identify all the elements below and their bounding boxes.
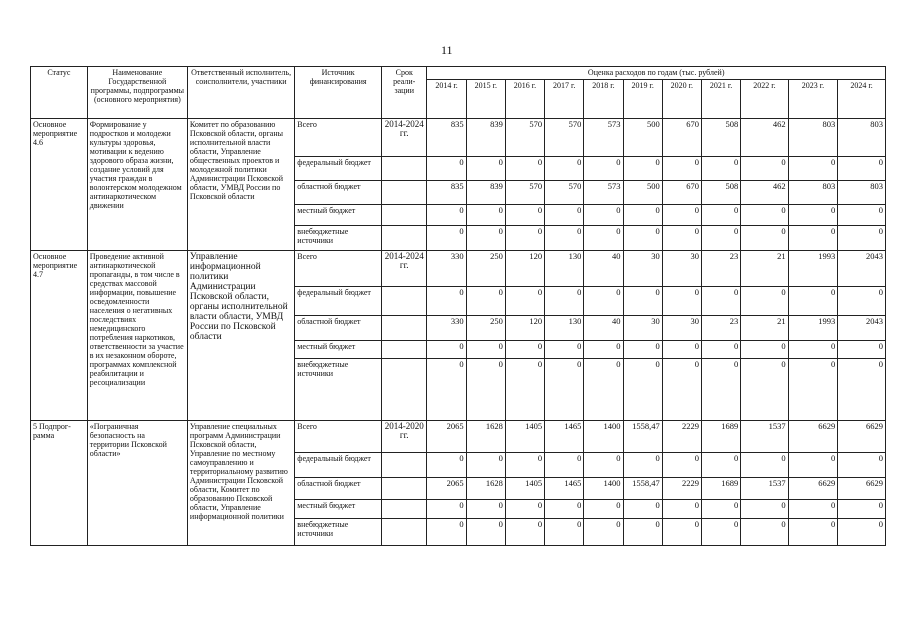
expense-value-cell: 0 (788, 157, 838, 181)
expense-value-cell: 0 (466, 500, 505, 519)
expense-value-cell: 0 (623, 226, 662, 251)
funding-source-cell: федеральный бюджет (295, 453, 382, 478)
expense-value-cell: 573 (584, 181, 623, 205)
responsible-cell: Комитет по образованию Псковской области, органы исполнительной власти области, Управление общественных проектов и молодежной политики Администрации Псковской области, УМВД России по Псковской области (187, 119, 294, 251)
header-responsible: Ответственный исполнитель, соисполнители, участники (187, 67, 294, 119)
expense-value-cell: 0 (466, 226, 505, 251)
funding-source-cell: местный бюджет (295, 205, 382, 226)
expense-value-cell: 570 (505, 119, 544, 157)
table-row (31, 251, 886, 287)
expense-value-cell: 0 (741, 157, 788, 181)
expense-value-cell: 2065 (427, 478, 466, 500)
expense-value-cell: 0 (701, 287, 740, 316)
expense-value-cell: 0 (427, 287, 466, 316)
term-cell (382, 519, 427, 546)
expense-value-cell: 839 (466, 119, 505, 157)
expense-value-cell: 0 (788, 226, 838, 251)
expense-value-cell: 0 (545, 205, 584, 226)
expense-value-cell: 803 (838, 181, 886, 205)
expense-value-cell: 0 (741, 205, 788, 226)
expense-value-cell: 2065 (427, 421, 466, 453)
expense-value-cell: 508 (701, 119, 740, 157)
status-cell: Основное мероприятие 4.6 (31, 119, 88, 251)
expense-value-cell: 573 (584, 119, 623, 157)
expense-value-cell: 0 (788, 453, 838, 478)
expense-value-cell: 0 (662, 341, 701, 359)
expense-value-cell: 0 (427, 519, 466, 546)
term-cell (382, 359, 427, 421)
expense-value-cell: 0 (466, 359, 505, 421)
expense-value-cell: 0 (545, 157, 584, 181)
expense-value-cell: 0 (505, 287, 544, 316)
status-cell: Основное мероприятие 4.7 (31, 251, 88, 421)
expense-value-cell: 0 (427, 341, 466, 359)
expense-value-cell: 0 (505, 453, 544, 478)
expense-value-cell: 1993 (788, 251, 838, 287)
funding-source-cell: федеральный бюджет (295, 157, 382, 181)
expense-value-cell: 0 (545, 453, 584, 478)
year-header: 2015 г. (466, 80, 505, 119)
expense-value-cell: 2043 (838, 316, 886, 341)
expense-value-cell: 130 (545, 251, 584, 287)
funding-source-cell: Всего (295, 251, 382, 287)
expense-value-cell: 462 (741, 181, 788, 205)
expense-value-cell: 0 (623, 359, 662, 421)
expense-value-cell: 0 (427, 157, 466, 181)
expense-value-cell: 0 (788, 359, 838, 421)
expense-value-cell: 0 (662, 519, 701, 546)
expense-value-cell: 500 (623, 119, 662, 157)
expense-value-cell: 0 (701, 453, 740, 478)
expense-value-cell: 1558,47 (623, 421, 662, 453)
funding-source-cell: областной бюджет (295, 478, 382, 500)
expense-value-cell: 0 (584, 226, 623, 251)
term-cell (382, 316, 427, 341)
year-header: 2022 г. (741, 80, 788, 119)
expense-value-cell: 0 (505, 341, 544, 359)
term-cell (382, 205, 427, 226)
funding-source-cell: местный бюджет (295, 500, 382, 519)
expense-value-cell: 0 (584, 157, 623, 181)
expense-value-cell: 0 (788, 287, 838, 316)
header-name: Наименование Государственной программы, подпрограммы (основного мероприятия) (87, 67, 187, 119)
expense-value-cell: 1537 (741, 421, 788, 453)
expense-value-cell: 0 (701, 341, 740, 359)
funding-source-cell: внебюджетные источники (295, 226, 382, 251)
expense-value-cell: 0 (584, 453, 623, 478)
expense-value-cell: 0 (427, 205, 466, 226)
expense-value-cell: 0 (466, 287, 505, 316)
responsible-cell: Управление информационной политики Администрации Псковской области, органы исполнительной власти области, УМВД России по Псковской области (187, 251, 294, 421)
header-source: Источник финансирования (295, 67, 382, 119)
expense-value-cell: 0 (701, 226, 740, 251)
expense-value-cell: 0 (662, 205, 701, 226)
expense-value-cell: 1465 (545, 421, 584, 453)
expense-value-cell: 0 (741, 226, 788, 251)
year-header: 2019 г. (623, 80, 662, 119)
expense-value-cell: 0 (427, 453, 466, 478)
expense-value-cell: 0 (788, 519, 838, 546)
expense-value-cell: 0 (466, 205, 505, 226)
expense-value-cell: 0 (505, 157, 544, 181)
expense-value-cell: 120 (505, 251, 544, 287)
expense-value-cell: 570 (505, 181, 544, 205)
expense-value-cell: 0 (838, 453, 886, 478)
expense-value-cell: 0 (545, 500, 584, 519)
expense-value-cell: 0 (505, 205, 544, 226)
term-cell (382, 500, 427, 519)
expense-value-cell: 120 (505, 316, 544, 341)
expense-value-cell: 0 (623, 500, 662, 519)
expense-value-cell: 0 (466, 453, 505, 478)
expense-value-cell: 0 (505, 519, 544, 546)
expense-value-cell: 0 (584, 287, 623, 316)
expense-value-cell: 0 (741, 500, 788, 519)
expense-value-cell: 0 (662, 157, 701, 181)
expense-value-cell: 0 (545, 341, 584, 359)
program-name-cell: «Пограничная безопасность на территории Псковской области» (87, 421, 187, 546)
expense-value-cell: 0 (741, 519, 788, 546)
expense-value-cell: 0 (545, 226, 584, 251)
expense-value-cell: 0 (466, 341, 505, 359)
expense-value-cell: 1558,47 (623, 478, 662, 500)
expense-value-cell: 0 (701, 205, 740, 226)
expense-value-cell: 0 (701, 359, 740, 421)
expense-value-cell: 0 (838, 226, 886, 251)
header-term: Срок реали-зации (382, 67, 427, 119)
term-cell (382, 341, 427, 359)
page-number: 11 (441, 43, 453, 57)
expense-value-cell: 1537 (741, 478, 788, 500)
expense-value-cell: 0 (741, 453, 788, 478)
expense-value-cell: 0 (662, 500, 701, 519)
header-expenses: Оценка расходов по годам (тыс. рублей) (427, 67, 886, 80)
expense-value-cell: 250 (466, 316, 505, 341)
expense-value-cell: 30 (623, 316, 662, 341)
expense-value-cell: 30 (662, 316, 701, 341)
funding-source-cell: федеральный бюджет (295, 287, 382, 316)
expense-value-cell: 670 (662, 119, 701, 157)
expense-value-cell: 30 (623, 251, 662, 287)
expense-value-cell: 1400 (584, 478, 623, 500)
year-header: 2021 г. (701, 80, 740, 119)
term-cell: 2014-2020 гг. (382, 421, 427, 453)
expense-value-cell: 0 (838, 205, 886, 226)
expense-value-cell: 6629 (788, 421, 838, 453)
expense-value-cell: 0 (623, 157, 662, 181)
expense-table (30, 66, 886, 546)
expense-value-cell: 0 (701, 500, 740, 519)
expense-value-cell: 0 (466, 519, 505, 546)
term-cell: 2014-2024 гг. (382, 251, 427, 287)
expense-value-cell: 803 (788, 119, 838, 157)
expense-value-cell: 0 (584, 205, 623, 226)
expense-value-cell: 570 (545, 119, 584, 157)
expense-value-cell: 0 (838, 287, 886, 316)
responsible-cell: Управление специальных программ Администрации Псковской области, Управление по местному самоуправлению и территориальному развитию Администрации Псковской области, Комитет по образованию Псковской области, Управление информационной политики (187, 421, 294, 546)
expense-value-cell: 0 (623, 453, 662, 478)
year-header: 2024 г. (838, 80, 886, 119)
expense-value-cell: 1400 (584, 421, 623, 453)
header-status: Статус (31, 67, 88, 119)
expense-value-cell: 0 (788, 500, 838, 519)
expense-value-cell: 40 (584, 251, 623, 287)
expense-value-cell: 0 (701, 519, 740, 546)
term-cell (382, 287, 427, 316)
expense-value-cell: 0 (505, 500, 544, 519)
expense-value-cell: 0 (427, 500, 466, 519)
expense-value-cell: 0 (427, 226, 466, 251)
expense-value-cell: 1465 (545, 478, 584, 500)
expense-value-cell: 0 (623, 287, 662, 316)
expense-value-cell: 0 (623, 341, 662, 359)
expense-value-cell: 462 (741, 119, 788, 157)
funding-source-cell: областной бюджет (295, 181, 382, 205)
expense-value-cell: 0 (545, 519, 584, 546)
expense-value-cell: 6629 (838, 421, 886, 453)
status-cell: 5 Подпрог-рамма (31, 421, 88, 546)
expense-value-cell: 330 (427, 316, 466, 341)
funding-source-cell: внебюджетные источники (295, 519, 382, 546)
expense-value-cell: 21 (741, 251, 788, 287)
expense-value-cell: 835 (427, 181, 466, 205)
funding-source-cell: внебюджетные источники (295, 359, 382, 421)
expense-value-cell: 23 (701, 316, 740, 341)
expense-value-cell: 2229 (662, 421, 701, 453)
expense-value-cell: 0 (741, 341, 788, 359)
expense-value-cell: 500 (623, 181, 662, 205)
expense-value-cell: 0 (545, 359, 584, 421)
expense-value-cell: 0 (838, 500, 886, 519)
year-header: 2016 г. (505, 80, 544, 119)
expense-value-cell: 0 (584, 500, 623, 519)
expense-value-cell: 0 (838, 341, 886, 359)
table-row (31, 119, 886, 157)
year-header: 2018 г. (584, 80, 623, 119)
program-name-cell: Проведение активной антинаркотической пропаганды, в том числе в средствах массовой информации, повышение осведомленности населения о негативных последствиях немедицинского потребления наркотиков, ответственности за участие в их незаконном обороте, программах комплексной реабилитации и ресоциализации (87, 251, 187, 421)
funding-source-cell: Всего (295, 421, 382, 453)
table-body (31, 119, 886, 546)
expense-value-cell: 330 (427, 251, 466, 287)
expense-value-cell: 0 (788, 205, 838, 226)
expense-value-cell: 250 (466, 251, 505, 287)
expense-value-cell: 0 (466, 157, 505, 181)
expense-value-cell: 0 (505, 226, 544, 251)
expense-value-cell: 0 (741, 287, 788, 316)
expense-value-cell: 0 (741, 359, 788, 421)
expense-value-cell: 1628 (466, 478, 505, 500)
expense-value-cell: 0 (584, 341, 623, 359)
expense-value-cell: 130 (545, 316, 584, 341)
expense-value-cell: 1628 (466, 421, 505, 453)
term-cell: 2014-2024 гг. (382, 119, 427, 157)
expense-value-cell: 30 (662, 251, 701, 287)
year-header: 2017 г. (545, 80, 584, 119)
expense-value-cell: 0 (662, 226, 701, 251)
expense-value-cell: 0 (505, 359, 544, 421)
expense-value-cell: 835 (427, 119, 466, 157)
expense-value-cell: 0 (662, 287, 701, 316)
expense-value-cell: 670 (662, 181, 701, 205)
expense-value-cell: 23 (701, 251, 740, 287)
term-cell (382, 453, 427, 478)
expense-value-cell: 803 (788, 181, 838, 205)
expense-value-cell: 0 (623, 205, 662, 226)
expense-value-cell: 803 (838, 119, 886, 157)
expense-value-cell: 0 (584, 359, 623, 421)
term-cell (382, 157, 427, 181)
expense-value-cell: 2229 (662, 478, 701, 500)
expense-value-cell: 2043 (838, 251, 886, 287)
expense-value-cell: 839 (466, 181, 505, 205)
expense-value-cell: 0 (838, 359, 886, 421)
term-cell (382, 181, 427, 205)
expense-value-cell: 21 (741, 316, 788, 341)
expense-value-cell: 570 (545, 181, 584, 205)
term-cell (382, 478, 427, 500)
expense-value-cell: 0 (838, 519, 886, 546)
expense-value-cell: 0 (662, 359, 701, 421)
expense-value-cell: 1689 (701, 478, 740, 500)
year-header: 2014 г. (427, 80, 466, 119)
expense-value-cell: 0 (788, 341, 838, 359)
expense-value-cell: 6629 (838, 478, 886, 500)
expense-value-cell: 1689 (701, 421, 740, 453)
funding-source-cell: местный бюджет (295, 341, 382, 359)
expense-value-cell: 1405 (505, 478, 544, 500)
expense-value-cell: 0 (838, 157, 886, 181)
expense-value-cell: 508 (701, 181, 740, 205)
expense-value-cell: 0 (584, 519, 623, 546)
funding-source-cell: Всего (295, 119, 382, 157)
expense-value-cell: 1993 (788, 316, 838, 341)
year-header: 2023 г. (788, 80, 838, 119)
term-cell (382, 226, 427, 251)
expense-value-cell: 0 (545, 287, 584, 316)
expense-value-cell: 6629 (788, 478, 838, 500)
expense-value-cell: 0 (701, 157, 740, 181)
expense-value-cell: 0 (662, 453, 701, 478)
year-header: 2020 г. (662, 80, 701, 119)
expense-value-cell: 0 (623, 519, 662, 546)
table-row (31, 421, 886, 453)
expense-value-cell: 0 (427, 359, 466, 421)
expense-value-cell: 1405 (505, 421, 544, 453)
expense-value-cell: 40 (584, 316, 623, 341)
program-name-cell: Формирование у подростков и молодежи культуры здоровья, мотивации к ведению здорового образа жизни, создание условий для участия граждан в волонтерском молодежном антинаркотическом движении (87, 119, 187, 251)
funding-source-cell: областной бюджет (295, 316, 382, 341)
